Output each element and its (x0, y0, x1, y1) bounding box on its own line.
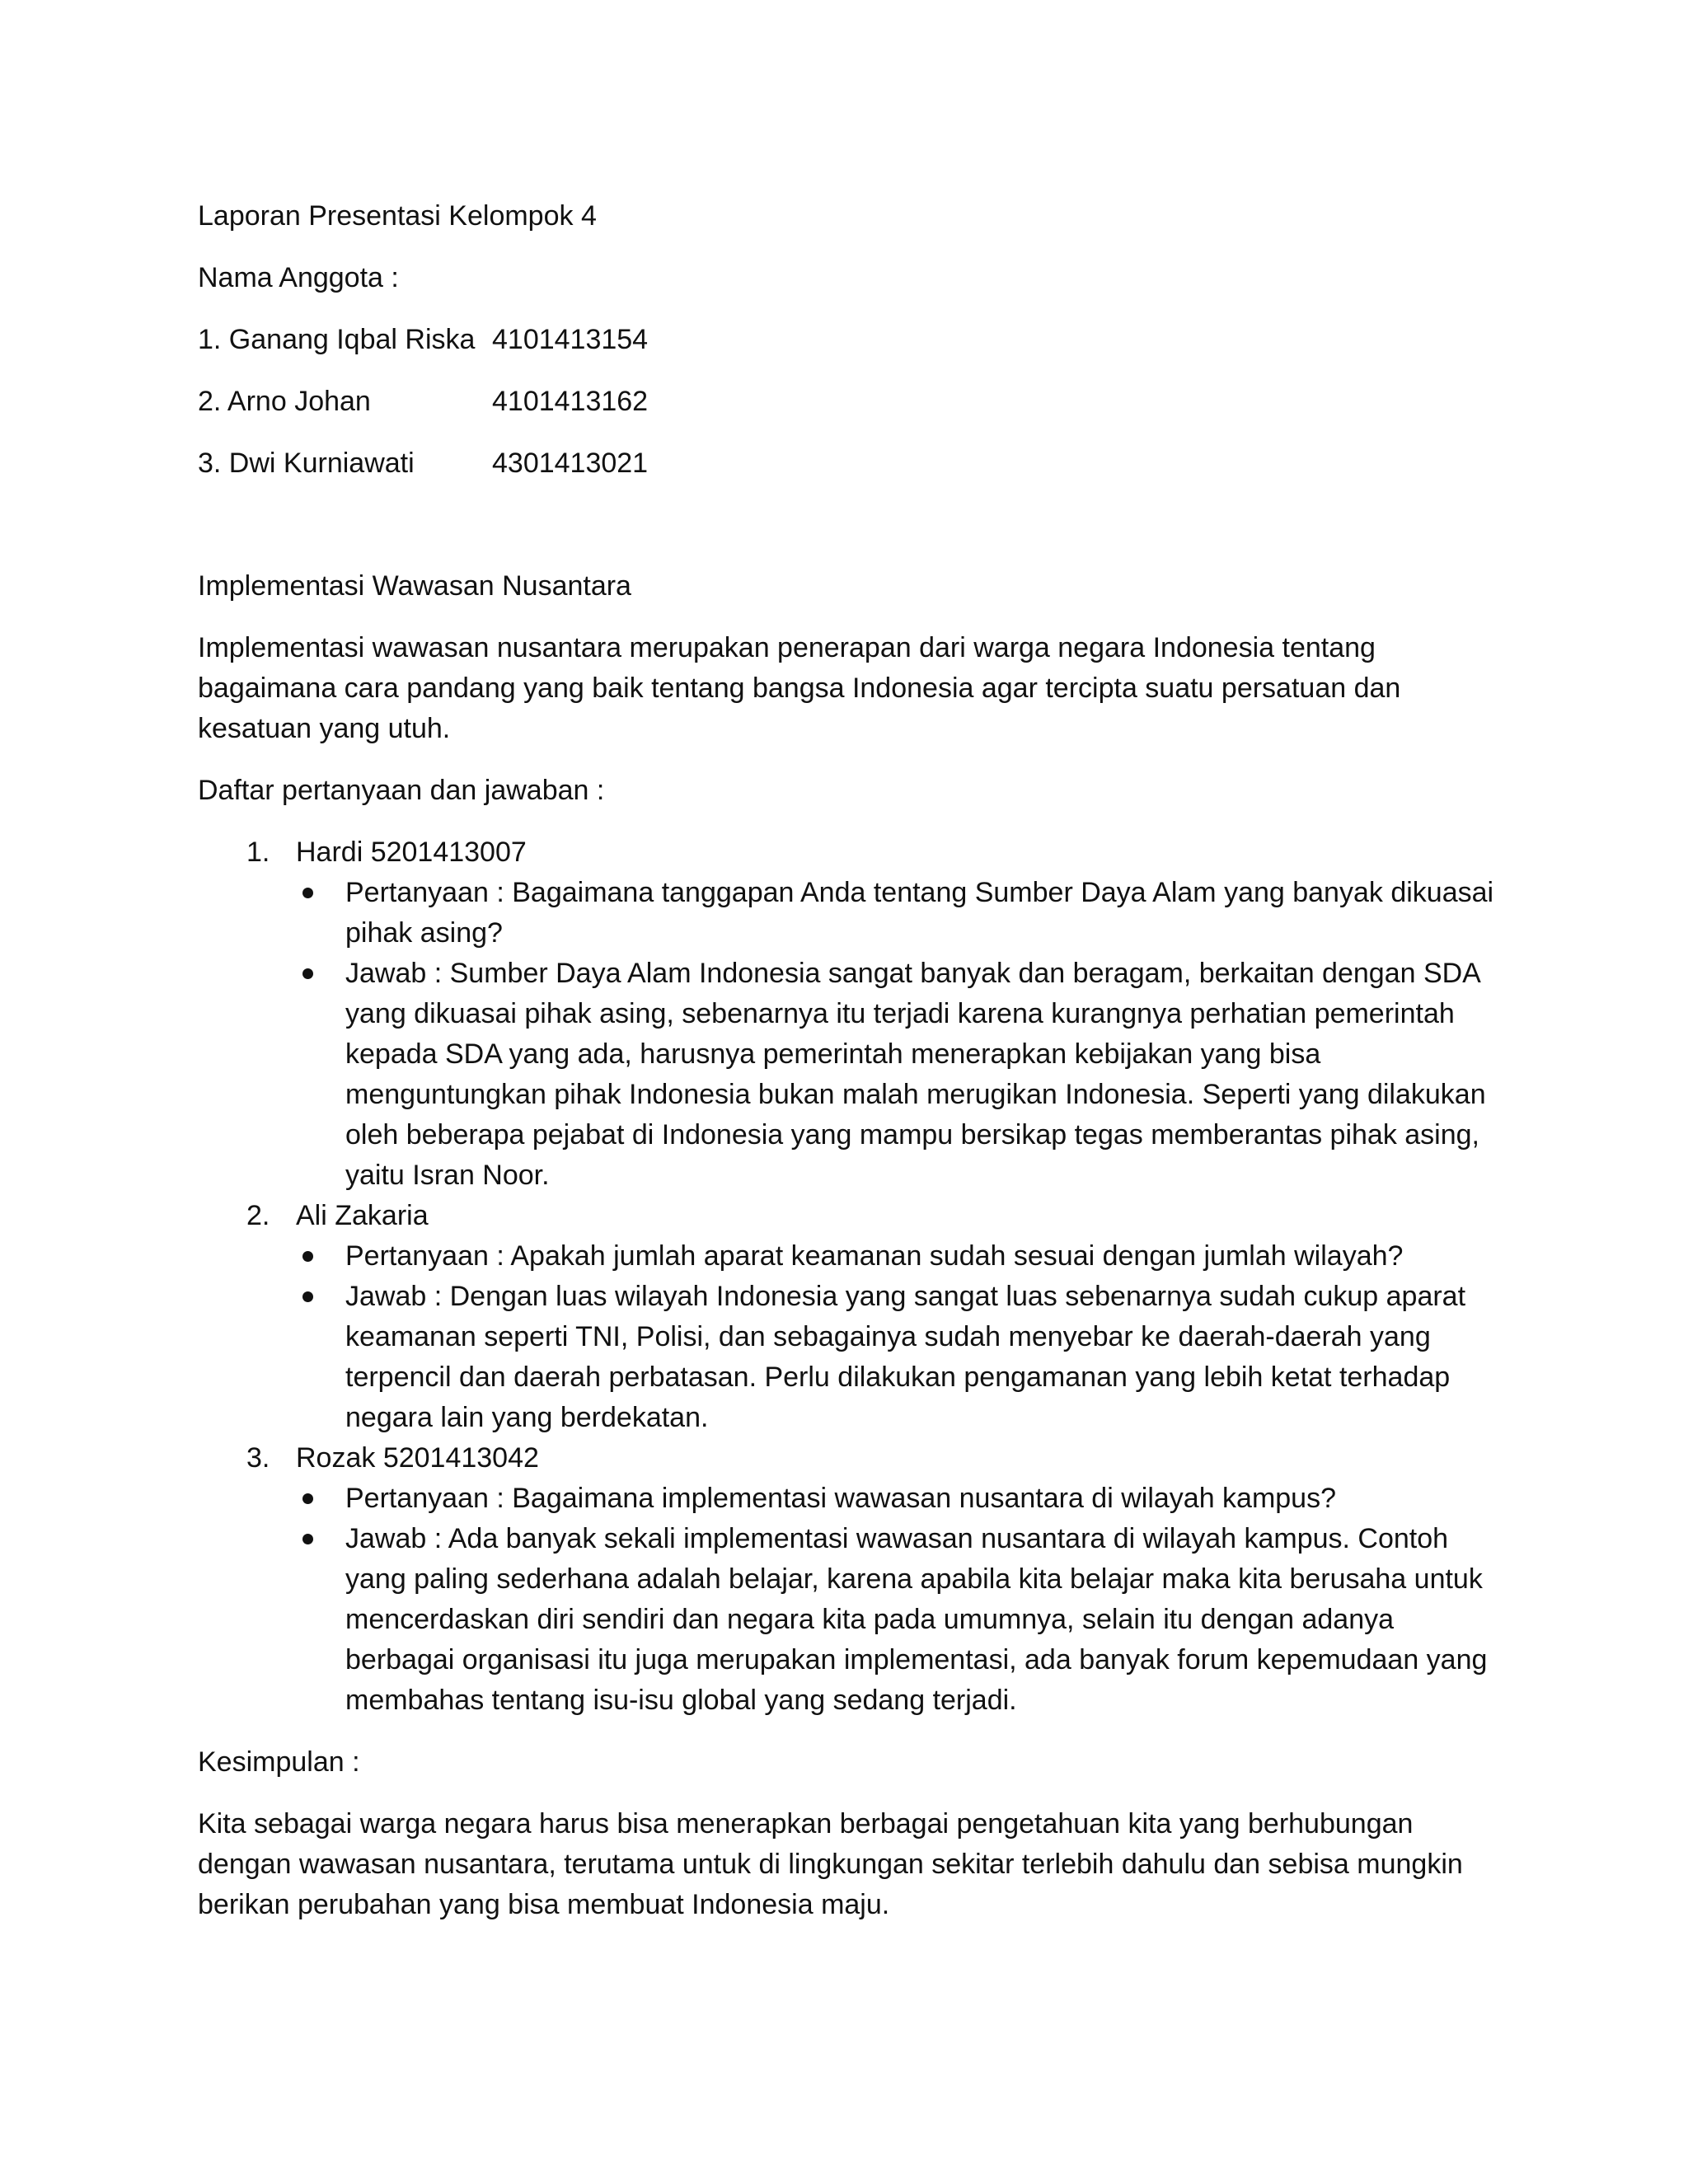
document-title: Laporan Presentasi Kelompok 4 (198, 200, 597, 232)
qa-list (198, 832, 1500, 1721)
conclusion-heading: Kesimpulan : (198, 1746, 360, 1778)
answer-bullet (296, 1519, 1499, 1721)
qa-bullets (296, 873, 1500, 1196)
qa-item (198, 1438, 1500, 1721)
question-text: Pertanyaan : Apakah jumlah aparat keamanan sudah sesuai dengan jumlah wilayah? (345, 1240, 1404, 1272)
qa-number: 3. (246, 1442, 270, 1474)
conclusion-paragraph: Kita sebagai warga negara harus bisa menerapkan berbagai pengetahuan kita yang berhubungan dengan wawasan nusantara, terutama untuk di lingkungan sekitar terlebih dahulu dan sebisa mungkin berikan perubahan yang bisa membuat Indonesia maju. (198, 1808, 1463, 1920)
qa-bullets (296, 1236, 1500, 1438)
member-nim: 4301413021 (492, 448, 649, 479)
answer-bullet (296, 954, 1499, 1196)
qa-heading: Daftar pertanyaan dan jawaban : (198, 775, 605, 806)
bullet-icon (302, 1493, 313, 1504)
member-nim: 4101413162 (492, 386, 649, 417)
bullet-icon (302, 1291, 313, 1302)
qa-item (198, 1196, 1500, 1438)
member-name: 3. Dwi Kurniawati (198, 448, 415, 479)
intro-paragraph: Implementasi wawasan nusantara merupakan penerapan dari warga negara Indonesia tentang bagaimana cara pandang yang baik tentang bangsa Indonesia agar tercipta suatu persatuan dan kesatuan yang utuh. (198, 632, 1401, 744)
document-body (198, 196, 1500, 1925)
member-name: 2. Arno Johan (198, 386, 371, 417)
qa-asker: Hardi 5201413007 (296, 837, 527, 868)
qa-number: 1. (246, 837, 270, 868)
answer-text: Jawab : Sumber Daya Alam Indonesia sangat banyak dan beragam, berkaitan dengan SDA yang dikuasai pihak asing, sebenarnya itu terjadi karena kurangnya perhatian pemerintah kepada SDA yang ada, harusnya pemerintah menerapkan kebijakan yang bisa menguntungkan pihak Indonesia bukan malah merugikan Indonesia. Seperti yang dilakukan oleh beberapa pejabat di Indonesia yang mampu bersikap tegas memberantas pihak asing, yaitu Isran Noor. (345, 958, 1486, 1191)
member-nim: 4101413154 (492, 324, 649, 355)
question-text: Pertanyaan : Bagaimana implementasi wawasan nusantara di wilayah kampus? (345, 1483, 1337, 1514)
answer-bullet (296, 1277, 1499, 1438)
question-text: Pertanyaan : Bagaimana tanggapan Anda tentang Sumber Daya Alam yang banyak dikuasai pihak asing? (345, 877, 1494, 949)
member-name: 1. Ganang Iqbal Riska (198, 324, 476, 355)
section-title: Implementasi Wawasan Nusantara (198, 570, 631, 602)
question-bullet (296, 1479, 1499, 1519)
answer-text: Jawab : Ada banyak sekali implementasi wawasan nusantara di wilayah kampus. Contoh yang paling sederhana adalah belajar, karena apabila kita belajar maka kita berusaha untuk mencerdaskan diri sendiri dan negara kita pada umumnya, selain itu dengan adanya berbagai organisasi itu juga merupakan implementasi, ada banyak forum kepemudaan yang membahas tentang isu-isu global yang sedang terjadi. (345, 1523, 1488, 1716)
members-heading: Nama Anggota : (198, 262, 399, 293)
member-row (198, 443, 1500, 484)
member-row (198, 382, 1500, 422)
qa-asker: Rozak 5201413042 (296, 1442, 539, 1474)
qa-asker: Ali Zakaria (296, 1200, 429, 1231)
question-bullet (296, 873, 1499, 954)
bullet-icon (302, 1251, 313, 1262)
qa-number: 2. (246, 1200, 270, 1231)
answer-text: Jawab : Dengan luas wilayah Indonesia yang sangat luas sebenarnya sudah cukup aparat keamanan seperti TNI, Polisi, dan sebagainya sudah menyebar ke daerah-daerah yang terpencil dan daerah perbatasan. Perlu dilakukan pengamanan yang lebih ketat terhadap negara lain yang berdekatan. (345, 1281, 1466, 1433)
qa-bullets (296, 1479, 1500, 1721)
bullet-icon (302, 888, 313, 898)
qa-item (198, 832, 1500, 1196)
question-bullet (296, 1236, 1499, 1277)
bullet-icon (302, 968, 313, 979)
member-row (198, 320, 1500, 360)
bullet-icon (302, 1534, 313, 1544)
